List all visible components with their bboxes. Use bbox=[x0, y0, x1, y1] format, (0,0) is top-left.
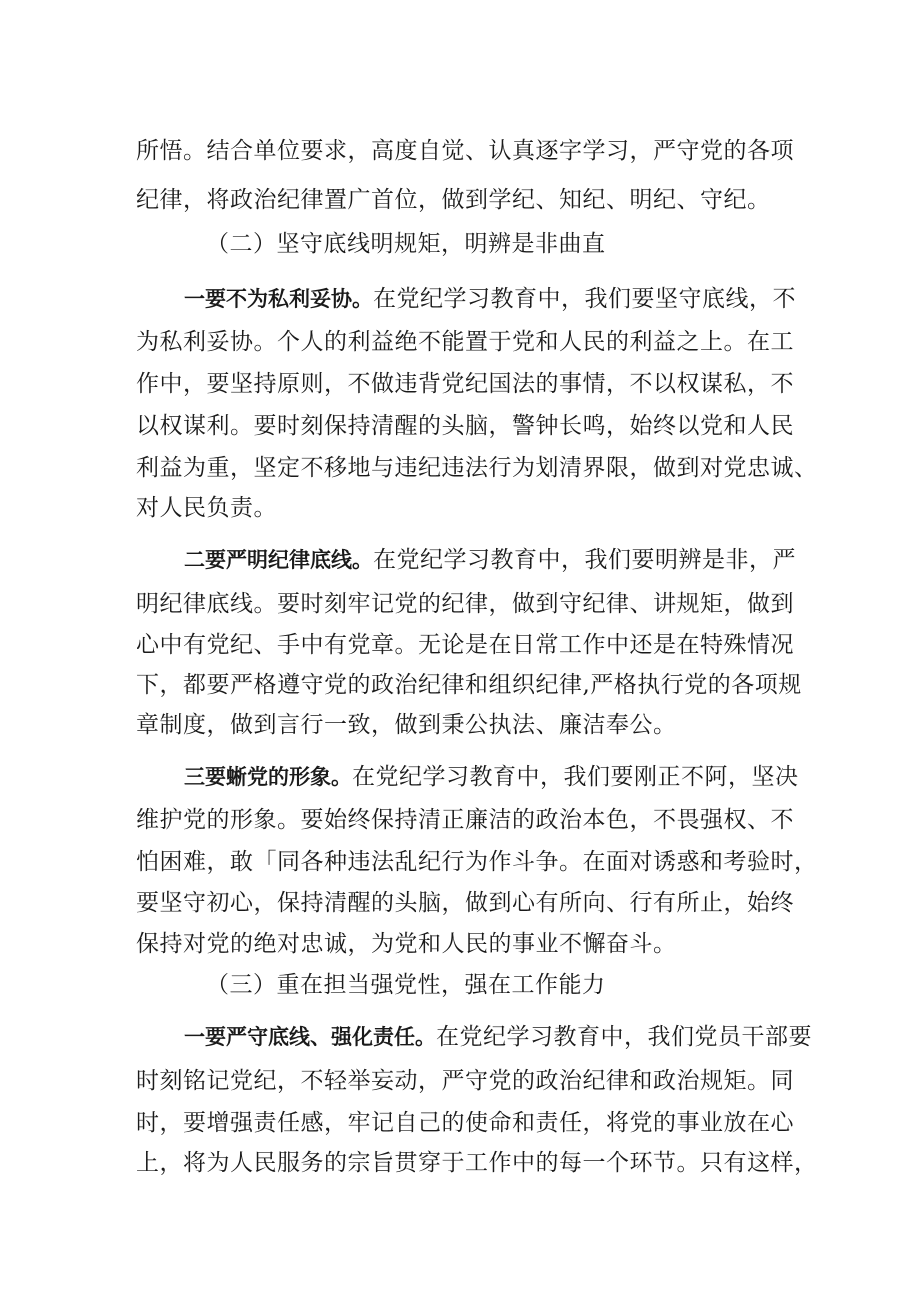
body-line: 对人民负责。 bbox=[136, 495, 277, 521]
body-line: 下，都要严格遵守党的政治纪律和组织纪律,严格执行党的各项规 bbox=[136, 672, 802, 698]
body-line: 怕困难，敢「同各种违法乱纪行为作斗争。在面对诱惑和考验时， bbox=[136, 849, 818, 875]
body-line: 时，要增强责任感，牢记自己的使命和责任，将党的事业放在心 bbox=[136, 1110, 794, 1136]
body-line: 要坚守初心，保持清醒的头脑，做到心有所向、行有所止，始终 bbox=[136, 890, 794, 916]
paragraph-first-line bbox=[184, 545, 844, 575]
paragraph-first-line bbox=[184, 762, 844, 792]
paragraph-lead: 二要严明纪律底线。 bbox=[184, 548, 373, 572]
paragraph-lead: 三要蜥党的形象。 bbox=[184, 765, 352, 789]
body-line: 以权谋利。要时刻保持清醒的头脑，警钟长鸣，始终以党和人民 bbox=[136, 413, 794, 439]
body-line: 上，将为人民服务的宗旨贯穿于工作中的每一个环节。只有这样， bbox=[136, 1150, 818, 1176]
body-line: 时刻铭记党纪，不轻举妄动，严守党的政治纪律和政治规矩。同 bbox=[136, 1068, 794, 1094]
body-line: 保持对党的绝对忠诚，为党和人民的事业不懈奋斗。 bbox=[136, 931, 677, 957]
body-line: 为私利妥协。个人的利益绝不能置于党和人民的利益之上。在工 bbox=[136, 329, 794, 355]
body-line: 所悟。结合单位要求，高度自觉、认真逐字学习，严守党的各项 bbox=[136, 138, 794, 164]
body-line: 利益为重，坚定不移地与违纪违法行为划清界限，做到对党忠诚、 bbox=[136, 455, 818, 481]
body-line: 心中有党纪、手中有党章。无论是在日常工作中还是在特殊情况 bbox=[136, 632, 794, 658]
paragraph-first-line bbox=[184, 284, 844, 314]
paragraph-text: 在党纪学习教育中，我们要坚守底线，不 bbox=[373, 286, 796, 312]
paragraph-text: 在党纪学习教育中，我们要刚正不阿，坚决 bbox=[352, 764, 799, 790]
paragraph-text: 在党纪学习教育中，我们要明辨是非，严 bbox=[373, 547, 796, 573]
section-heading: （三）重在担当强党性，强在工作能力 bbox=[206, 972, 606, 998]
paragraph-lead: 一要不为私利妥协。 bbox=[184, 287, 373, 311]
body-line: 章制度，做到言行一致，做到秉公执法、廉洁奉公。 bbox=[136, 712, 677, 738]
body-line: 维护党的形象。要始终保持清正廉洁的政治本色，不畏强权、不 bbox=[136, 807, 794, 833]
body-line: 纪律，将政治纪律置广首位，做到学纪、知纪、明纪、守纪。 bbox=[136, 187, 771, 213]
paragraph-lead: 一要严守底线、强化责任。 bbox=[184, 1025, 436, 1049]
section-heading: （二）坚守底线明规矩，明辨是非曲直 bbox=[206, 231, 606, 257]
paragraph-first-line bbox=[184, 1022, 844, 1052]
body-line: 作中，要坚持原则，不做违背党纪国法的事情，不以权谋私，不 bbox=[136, 371, 794, 397]
body-line: 明纪律底线。要时刻牢记党的纪律，做到守纪律、讲规矩，做到 bbox=[136, 591, 794, 617]
paragraph-text: 在党纪学习教育中，我们党员干部要 bbox=[436, 1024, 812, 1050]
